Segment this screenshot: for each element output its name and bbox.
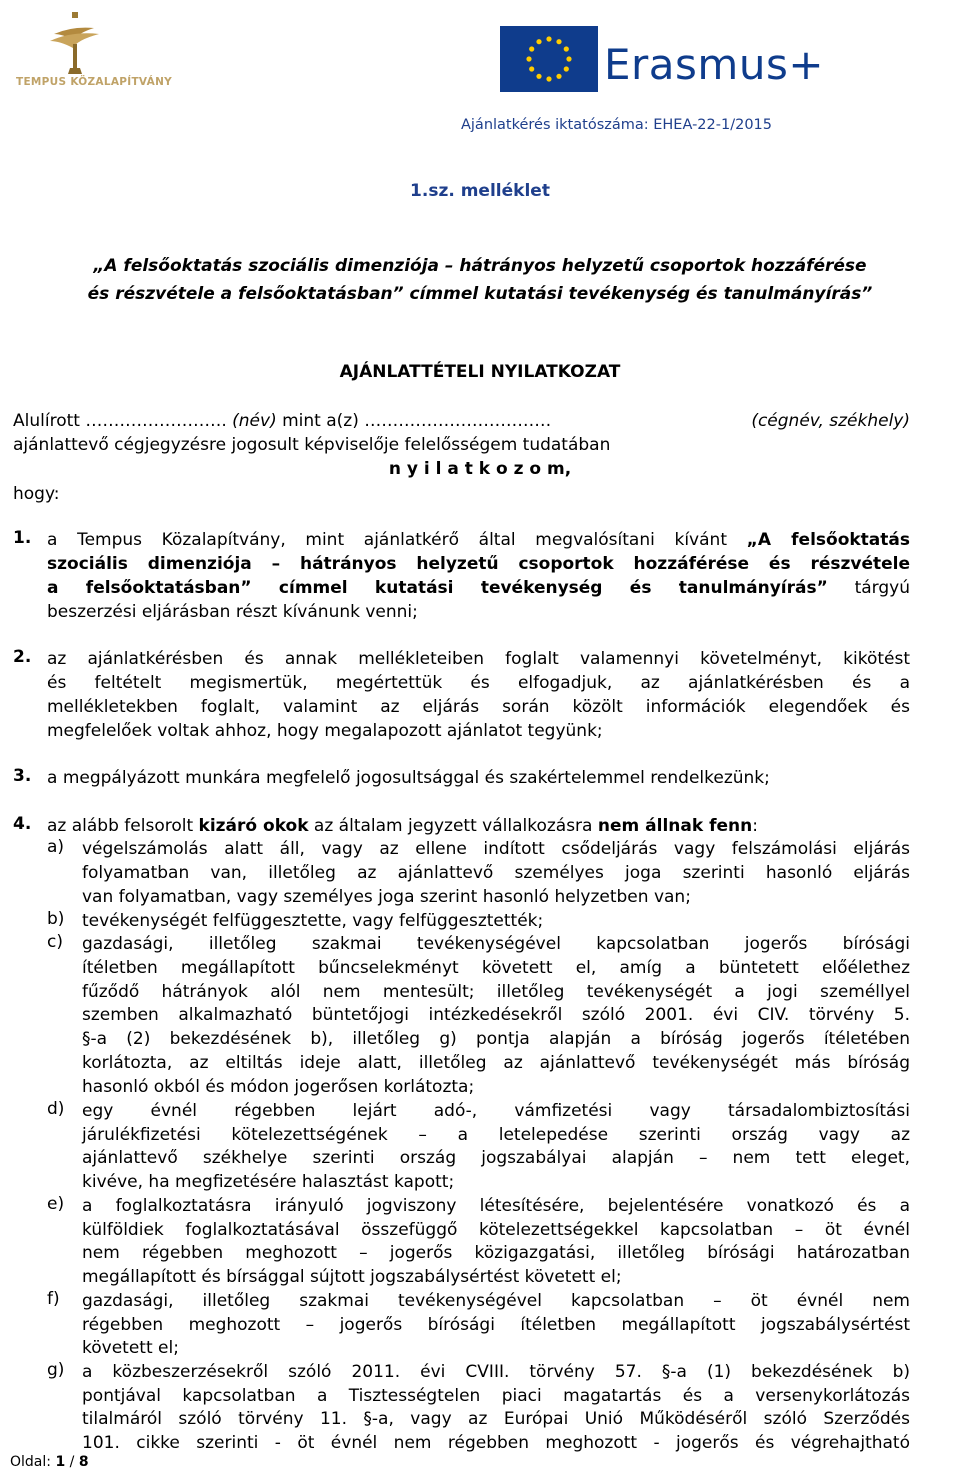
subitem-f-line: követett el; (82, 1338, 179, 1358)
subitem-e-line: nem régebben meghozott – jogerős közigazgatási, illetőleg bírósági határozatban (82, 1243, 910, 1263)
subitem-c-line: §-a (2) bekezdésének b), illetőleg g) pontja alapján a bíróság jogerős ítéletében (82, 1029, 910, 1049)
eu-flag-icon (500, 26, 598, 92)
title-line-2: és részvétele a felsőoktatásban” címmel kutatási tevékenység és tanulmányírás” (87, 284, 873, 304)
item-bold-text: nem állnak fenn (597, 816, 753, 836)
subitem-c-line: hasonló okból és módon jogerősen korlátozta; (82, 1077, 475, 1097)
subitem-d-line: egy évnél régebben lejárt adó-, vámfizetési vagy társadalombiztosítási (82, 1101, 910, 1121)
item-3-line-1: a megpályázott munkára megfelelő jogosultsággal és szakértelemmel rendelkezünk; (47, 768, 770, 788)
item-text: az alább felsorolt (47, 816, 199, 836)
subitem-b-line: tevékenységét felfüggesztette, vagy felfüggesztették; (82, 911, 544, 931)
item-2-line-2: és feltételt megismertük, megértettük és elfogadjuk, az ajánlatkérésben és a (47, 673, 910, 693)
intro-name-placeholder: (név) (232, 411, 277, 431)
item-text: az általam jegyzett vállalkozásra (308, 816, 598, 836)
subitem-a-line: folyamatban van, illetőleg az ajánlattevő személyes joga szerinti hasonló eljárás (82, 863, 910, 883)
subitem-label: b) (47, 909, 65, 929)
footer-current-page: 1 (55, 1454, 66, 1470)
item-1-line-4: beszerzési eljárásban részt kívánunk venni; (47, 602, 418, 622)
item-1-line-1 (47, 528, 910, 552)
annex-label: 1.sz. melléklet (410, 181, 550, 201)
page-footer (10, 1454, 89, 1470)
subitem-d-line: kivéve, ha megfizetésére halasztást kapott; (82, 1172, 455, 1192)
intro-line-4: hogy: (13, 484, 60, 504)
intro-text: Alulírott ……………………. (13, 411, 233, 431)
subitem-g-line: pontjával kapcsolatban a Tisztességtelen piaci magatartás és a versenykorlátozás (82, 1386, 910, 1406)
subitem-c-line: gazdasági, illetőleg szakmai tevékenységével kapcsolatban jogerős bírósági (82, 934, 910, 954)
subitem-g-line: a közbeszerzésekről szóló 2011. évi CVIII. törvény 57. §-a (1) bekezdésének b) (82, 1362, 910, 1382)
subitem-label: e) (47, 1194, 65, 1214)
subitem-a-line: van folyamatban, vagy személyes joga szerint hasonló helyzetben van; (82, 887, 691, 907)
subitem-g-line: tilalmáról szóló törvény 11. §-a, vagy az Európai Unió Működéséről szóló Szerződés (82, 1409, 910, 1429)
item-number: 1. (13, 528, 32, 548)
subitem-a-line: végelszámolás alatt áll, vagy az ellene indított csődeljárás vagy felszámolási eljárás (82, 839, 910, 859)
item-bold-text: a felsőoktatásban” címmel kutatási tevékenység és tanulmányírás” (47, 578, 828, 598)
declaration-heading: AJÁNLATTÉTELI NYILATKOZAT (339, 362, 621, 382)
intro-line-2: ajánlattevő cégjegyzésre jogosult képviselője felelősségem tudatában (13, 435, 611, 455)
item-bold-text: kizáró okok (198, 816, 309, 836)
subitem-d-line: járulékfizetési kötelezettségének – a letelepedése szerinti ország vagy az (82, 1125, 910, 1145)
item-text: a Tempus Közalapítvány, mint ajánlatkérő által megvalósítani kívánt (47, 530, 747, 550)
subitem-label: d) (47, 1099, 65, 1119)
intro-line-1 (13, 409, 910, 433)
item-number: 4. (13, 814, 32, 834)
subitem-c-line: fűződő hátrányok alól nem mentesült; illetőleg tevékenységét a jogi személlyel (82, 982, 910, 1002)
reference-number: Ajánlatkérés iktatószáma: EHEA-22-1/2015 (460, 117, 772, 133)
item-number: 2. (13, 647, 32, 667)
intro-text: mint a(z) …………………………… (276, 411, 552, 431)
declaration-verb-text: n y i l a t k o z o m, (388, 459, 572, 479)
subitem-label: f) (47, 1289, 60, 1309)
footer-total-pages: 8 (78, 1454, 89, 1470)
item-2-line-4: megfelelőek voltak ahhoz, hogy megalapozott ajánlatot tegyünk; (47, 721, 603, 741)
intro-company-placeholder: (cégnév, székhely) (751, 411, 910, 431)
footer-separator: / (65, 1454, 79, 1470)
item-number: 3. (13, 766, 32, 786)
subitem-e-line: a foglalkoztatásra irányuló jogviszony létesítésére, bejelentésére vonatkozó és a (82, 1196, 910, 1216)
subitem-d-line: ajánlattevő székhelye szerinti ország jogszabályai alapján – nem tett eleget, (82, 1148, 910, 1168)
subitem-c-line: szemben alkalmazható büntetőjogi intézkedésekről szóló 2001. évi CIV. törvény 5. (82, 1005, 910, 1025)
declaration-verb (0, 457, 960, 481)
subitem-f-line: gazdasági, illetőleg szakmai tevékenységével kapcsolatban – öt évnél nem (82, 1291, 910, 1311)
subitem-e-line: megállapított és bírsággal sújtott jogszabálysértést követett el; (82, 1267, 622, 1287)
subitem-f-line: régebben meghozott – jogerős bírósági ítéletben megállapított jogszabálysértést (82, 1315, 910, 1335)
subitem-label: g) (47, 1360, 65, 1380)
footer-label: Oldal: (10, 1454, 56, 1470)
erasmus-logo-text: Erasmus+ (604, 40, 825, 89)
item-4-line-1 (47, 814, 758, 838)
item-2-line-3: mellékletekben foglalt, valamint az eljárás során közölt információk elegendőek és (47, 697, 910, 717)
subitem-e-line: külföldiek foglalkoztatásával összefüggő kötelezettségekkel kapcsolatban – öt évnél (82, 1220, 910, 1240)
title-line-1: „A felsőoktatás szociális dimenziója – hátrányos helyzetű csoportok hozzáférése (93, 256, 867, 276)
subitem-g-line: 101. cikke szerinti - öt évnél nem régebben meghozott - jogerős és végrehajtható (82, 1433, 910, 1453)
subitem-c-line: korlátozta, az eltiltás ideje alatt, illetőleg az ajánlattevő tevékenységét más bíróság (82, 1053, 910, 1073)
item-1-line-3 (47, 576, 910, 600)
item-2-line-1: az ajánlatkérésben és annak mellékleteiben foglalt valamennyi követelményt, kikötést (47, 649, 910, 669)
subitem-label: c) (47, 932, 63, 952)
item-text: : (752, 816, 758, 836)
tempus-logo-text: TEMPUS KÖZALAPÍTVÁNY (16, 76, 173, 88)
item-text: tárgyú (827, 578, 910, 598)
subitem-c-line: ítéletben megállapított bűncselekményt követett el, amíg a büntetett előélethez (82, 958, 910, 978)
item-bold-text: „A felsőoktatás (746, 530, 910, 550)
item-1-line-2: szociális dimenziója – hátrányos helyzetű csoportok hozzáférése és részvétele (47, 554, 910, 574)
subitem-label: a) (47, 837, 65, 857)
